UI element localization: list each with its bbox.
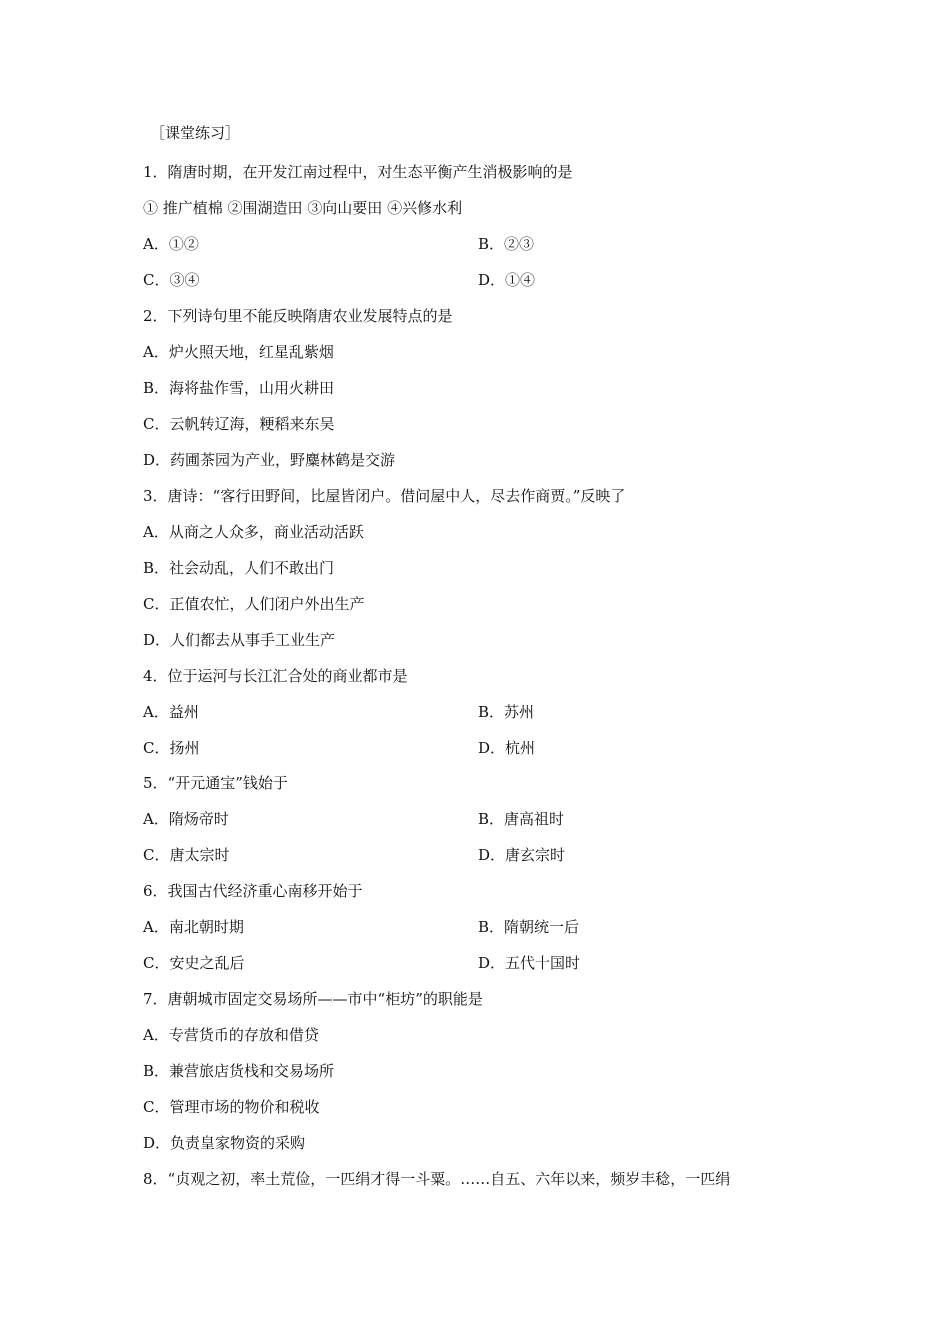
question-6-option-d: D．五代十国时 [478, 954, 581, 972]
question-8-stem: 8．“贞观之初，率土荒俭，一匹绢才得一斗粟。……自五、六年以来，频岁丰稔，一匹绢 [143, 1170, 731, 1188]
question-4-option-c: C．扬州 [143, 739, 200, 757]
question-6-option-row [143, 953, 581, 973]
question-6-option-row [143, 917, 580, 937]
question-3-option-a: A．从商之人众多，商业活动活跃 [143, 523, 364, 541]
question-3-stem: 3．唐诗：“客行田野间，比屋皆闭户。借问屋中人，尽去作商贾。”反映了 [143, 487, 626, 505]
question-5-option-a: A．隋炀帝时 [143, 810, 229, 828]
question-1-option-b: B．②③ [478, 235, 535, 253]
question-1-items: ① 推广植棉 ②围湖造田 ③向山要田 ④兴修水利 [143, 199, 463, 217]
question-6-option-a: A．南北朝时期 [143, 918, 244, 936]
question-4-option-row [143, 702, 535, 722]
question-3-option-c: C．正值农忙，人们闭户外出生产 [143, 595, 365, 613]
question-3-option-b: B．社会动乱，人们不敢出门 [143, 559, 335, 577]
question-4-stem: 4．位于运河与长江汇合处的商业都市是 [143, 667, 408, 685]
question-4-option-d: D．杭州 [478, 739, 536, 757]
question-4-option-row [143, 738, 536, 758]
question-3-option-d: D．人们都去从事手工业生产 [143, 631, 336, 649]
question-7-option-c: C．管理市场的物价和税收 [143, 1098, 320, 1116]
question-1-option-row [143, 234, 535, 254]
question-5-option-row [143, 809, 565, 829]
question-5-option-d: D．唐玄宗时 [478, 846, 566, 864]
question-1-option-row [143, 270, 536, 290]
question-4-option-a: A．益州 [143, 703, 199, 721]
question-2-stem: 2．下列诗句里不能反映隋唐农业发展特点的是 [143, 307, 453, 325]
question-1-option-a: A．①② [143, 235, 199, 253]
question-1-option-d: D．①④ [478, 271, 536, 289]
question-6-stem: 6．我国古代经济重心南移开始于 [143, 882, 363, 900]
question-2-option-a: A．炉火照天地，红星乱紫烟 [143, 343, 334, 361]
question-1-stem: 1．隋唐时期，在开发江南过程中，对生态平衡产生消极影响的是 [143, 163, 573, 181]
question-6-option-c: C．安史之乱后 [143, 954, 245, 972]
question-7-option-a: A．专营货币的存放和借贷 [143, 1026, 319, 1044]
question-2-option-d: D．药圃茶园为产业，野麋林鹤是交游 [143, 451, 396, 469]
section-title: ［课堂练习］ [150, 124, 241, 142]
question-1-option-c: C．③④ [143, 271, 200, 289]
question-5-option-c: C．唐太宗时 [143, 846, 230, 864]
question-5-option-b: B．唐高祖时 [478, 810, 565, 828]
question-6-option-b: B．隋朝统一后 [478, 918, 580, 936]
question-7-option-d: D．负责皇家物资的采购 [143, 1134, 306, 1152]
question-2-option-c: C．云帆转辽海，粳稻来东吴 [143, 415, 335, 433]
question-5-option-row [143, 845, 566, 865]
question-5-stem: 5．“开元通宝”钱始于 [143, 774, 288, 792]
question-7-option-b: B．兼营旅店货栈和交易场所 [143, 1062, 335, 1080]
question-2-option-b: B．海将盐作雪，山用火耕田 [143, 379, 335, 397]
question-7-stem: 7．唐朝城市固定交易场所——市中“柜坊”的职能是 [143, 990, 483, 1008]
question-4-option-b: B．苏州 [478, 703, 535, 721]
